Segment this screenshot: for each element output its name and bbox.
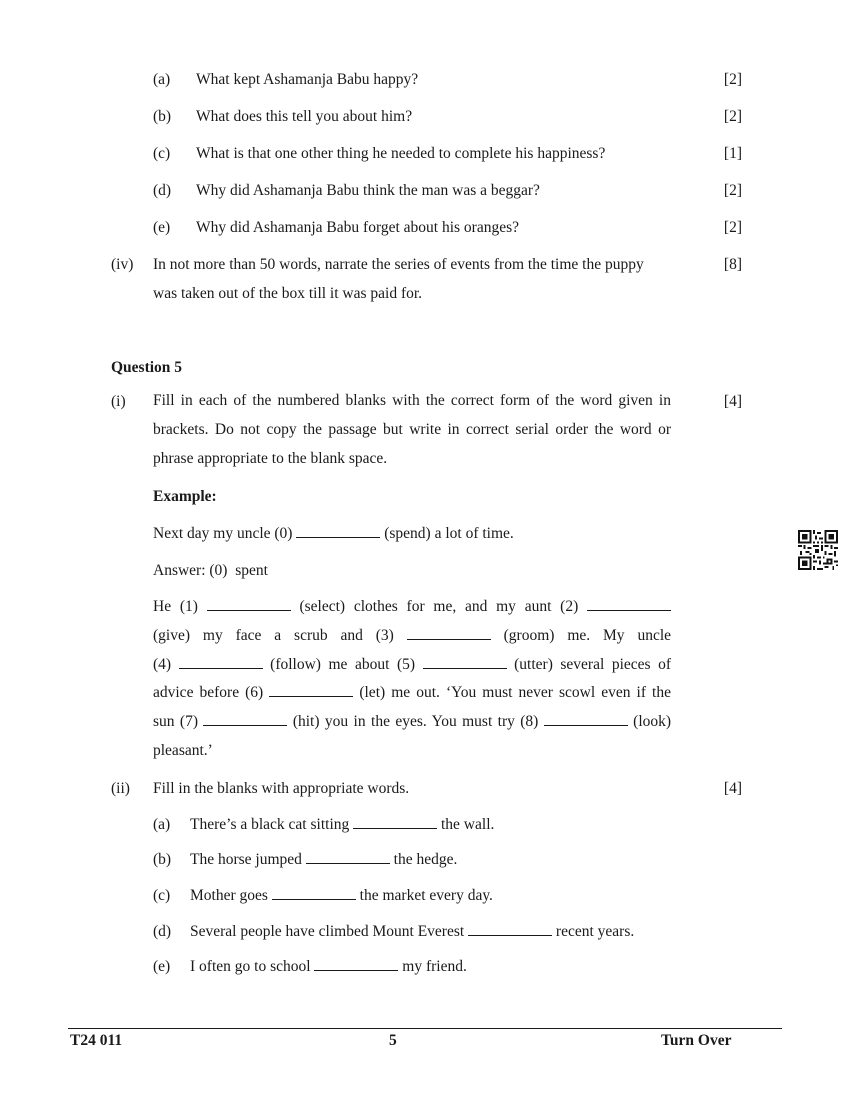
blank-line	[272, 886, 356, 900]
example-sentence	[153, 524, 514, 544]
instruction-line: brackets. Do not copy the passage but write in correct serial order the word or	[153, 420, 671, 438]
passage-text: (follow) me about (5)	[270, 655, 416, 673]
question-text: What is that one other thing he needed to complete his happiness?	[196, 145, 606, 162]
example-pre: Next day my uncle (0)	[153, 525, 293, 542]
question-text-line-2: was taken out of the box till it was paid for.	[153, 285, 423, 302]
item-label: (e)	[153, 958, 171, 975]
blank-line	[423, 655, 507, 669]
instructions-paragraph	[153, 387, 671, 473]
passage-text: (utter) several pieces of	[514, 655, 672, 673]
passage-line-4	[153, 679, 671, 708]
marks: [2]	[723, 71, 742, 88]
blank-line	[296, 524, 380, 538]
question-text: Why did Ashamanja Babu forget about his oranges?	[196, 219, 519, 236]
marks: [4]	[723, 780, 742, 797]
footer-divider	[68, 1028, 782, 1029]
passage-text: (select) clothes for me, and my aunt (2)	[299, 598, 579, 615]
marks: [1]	[723, 145, 742, 162]
passage-line-5	[153, 708, 671, 737]
question-text: Fill in the blanks with appropriate words.	[153, 780, 410, 797]
blank-line	[179, 655, 263, 669]
page-number: 5	[389, 1032, 397, 1049]
blank-line	[587, 597, 671, 611]
part-label: (e)	[153, 219, 171, 236]
question-heading: Question 5	[111, 359, 183, 376]
blank-line	[407, 626, 491, 640]
blank-line	[306, 850, 390, 864]
item-label: (d)	[153, 923, 172, 940]
item-label: (c)	[153, 887, 171, 904]
sentence-post: the hedge.	[393, 851, 458, 868]
example-post: (spend) a lot of time.	[384, 525, 514, 542]
qr-code-icon	[798, 530, 838, 570]
sentence-post: the market every day.	[359, 887, 493, 904]
passage	[153, 593, 671, 766]
example-heading: Example:	[153, 488, 217, 505]
sentence-pre: Mother goes	[190, 887, 268, 904]
blank-line	[468, 922, 552, 936]
blank-line	[207, 597, 291, 611]
marks: [4]	[723, 393, 742, 410]
marks: [2]	[723, 182, 742, 199]
passage-text: (let) me out. ‘You must never scowl even if the	[359, 684, 671, 702]
item-label: (b)	[153, 851, 172, 868]
marks: [2]	[723, 219, 742, 236]
part-label: (a)	[153, 71, 171, 88]
sentence-post: recent years.	[555, 923, 635, 940]
question-text: What does this tell you about him?	[196, 108, 413, 125]
passage-text: (groom) me. My uncle	[503, 626, 672, 644]
blank-line	[269, 683, 353, 697]
marks: [8]	[723, 256, 742, 273]
blank-line	[203, 712, 287, 726]
instruction-line: phrase appropriate to the blank space.	[153, 449, 388, 467]
passage-text: (4)	[153, 655, 172, 673]
instruction-line: Fill in each of the numbered blanks with the correct form of the word given in	[153, 392, 671, 409]
blank-line	[353, 815, 437, 829]
question-text-line-1: In not more than 50 words, narrate the series of events from the time the puppy	[153, 256, 644, 273]
passage-line-2	[153, 622, 671, 651]
example-answer: Answer: (0) spent	[153, 562, 268, 579]
item-sentence	[190, 850, 457, 870]
blank-line	[544, 712, 628, 726]
sentence-post: the wall.	[441, 816, 495, 833]
item-sentence	[190, 886, 493, 906]
blank-line	[314, 957, 398, 971]
part-label: (ii)	[111, 780, 130, 797]
passage-text: (look)	[633, 713, 672, 731]
turn-over-label: Turn Over	[661, 1032, 732, 1049]
passage-text: sun (7)	[153, 713, 199, 731]
part-label: (b)	[153, 108, 172, 125]
passage-text: advice before (6)	[153, 684, 264, 702]
question-text: Why did Ashamanja Babu think the man was a beggar?	[196, 182, 540, 199]
item-label: (a)	[153, 816, 171, 833]
passage-line-1	[153, 593, 671, 622]
passage-text: (give) my face a scrub and (3)	[153, 626, 394, 644]
item-sentence	[190, 957, 467, 977]
sentence-post: my friend.	[402, 958, 467, 975]
passage-line-6: pleasant.’	[153, 741, 213, 759]
passage-text: He (1)	[153, 598, 198, 615]
sentence-pre: I often go to school	[190, 958, 311, 975]
sentence-pre: The horse jumped	[190, 851, 302, 868]
passage-text: (hit) you in the eyes. You must try (8)	[292, 713, 539, 731]
question-text: What kept Ashamanja Babu happy?	[196, 71, 419, 88]
sentence-pre: There’s a black cat sitting	[190, 816, 350, 833]
part-label: (iv)	[111, 256, 134, 273]
part-label: (d)	[153, 182, 172, 199]
part-label: (i)	[111, 393, 126, 410]
part-label: (c)	[153, 145, 171, 162]
sentence-pre: Several people have climbed Mount Everest	[190, 923, 465, 940]
passage-line-3	[153, 651, 671, 680]
paper-code: T24 011	[70, 1032, 123, 1049]
marks: [2]	[723, 108, 742, 125]
item-sentence	[190, 922, 634, 942]
item-sentence	[190, 815, 494, 835]
